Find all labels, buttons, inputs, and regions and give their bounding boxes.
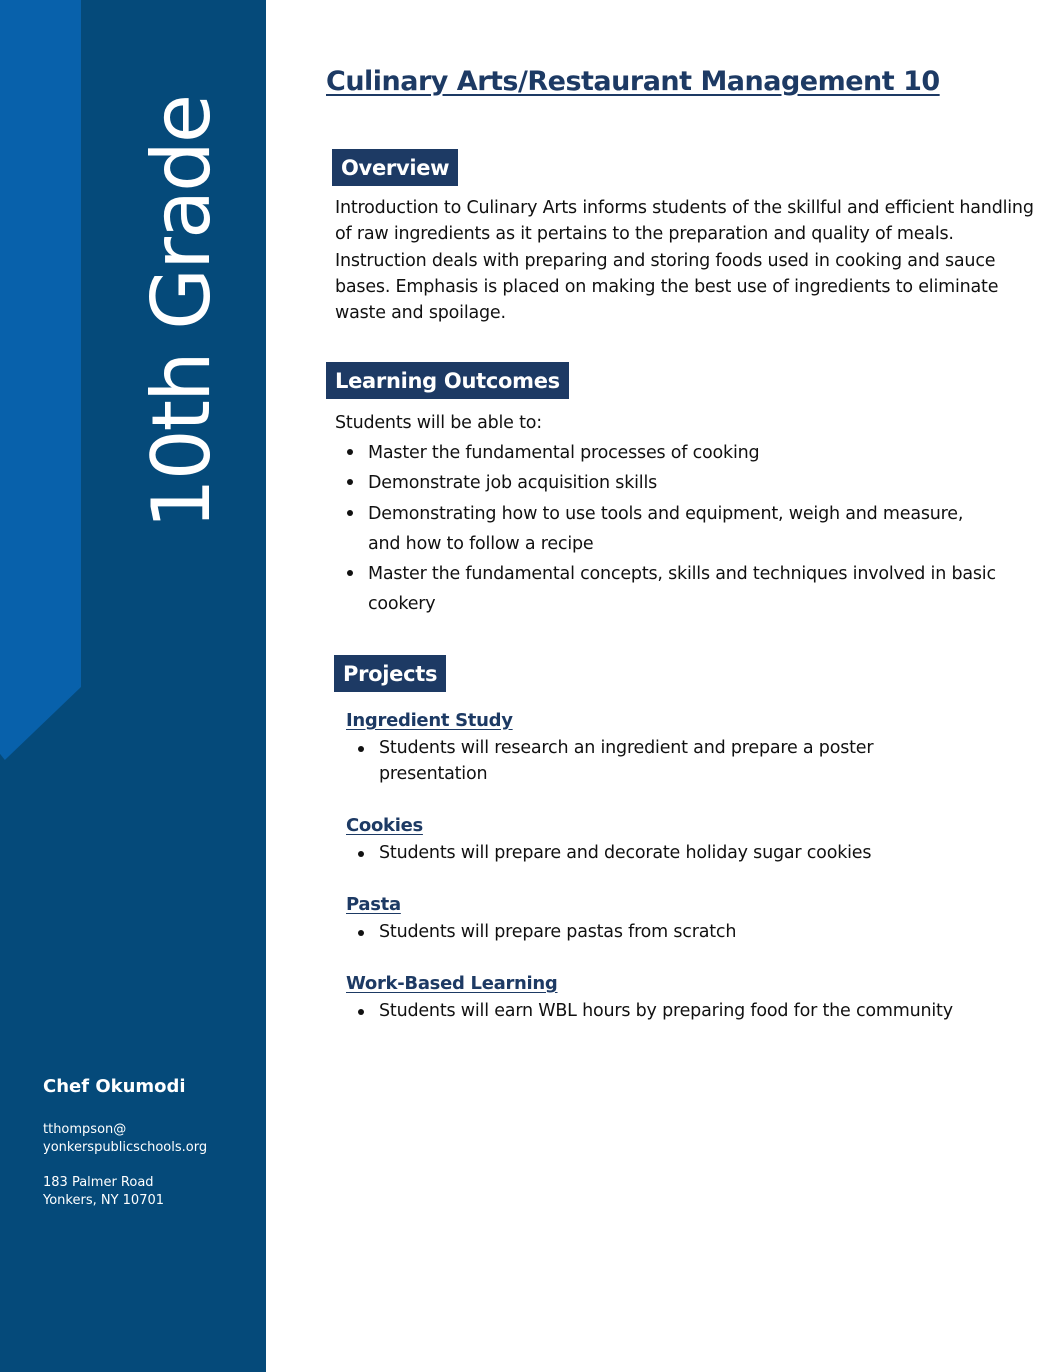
overview-heading: Overview (332, 149, 458, 186)
contact-block (43, 1076, 258, 1210)
list-item: Students will prepare pastas from scratch (346, 919, 1046, 945)
outcomes-intro: Students will be able to: (335, 413, 542, 433)
list-item: Students will research an ingredient and prepare a poster presentation (346, 735, 956, 787)
project-list (346, 840, 1046, 866)
list-item: Master the fundamental concepts, skills and techniques involved in basic cookery (335, 559, 1000, 619)
project-title: Cookies (346, 815, 423, 836)
sidebar (0, 0, 266, 1372)
project-title: Ingredient Study (346, 710, 513, 731)
contact-address-line-1: 183 Palmer Road (43, 1175, 154, 1190)
list-item: Students will earn WBL hours by preparing food for the community (346, 998, 1051, 1024)
outcomes-list (335, 438, 1025, 619)
list-item: Master the fundamental processes of cooking (335, 438, 1025, 468)
list-item: Demonstrating how to use tools and equipment, weigh and measure, and how to follow a recipe (335, 499, 965, 559)
project-title: Work-Based Learning (346, 973, 558, 994)
project-list (346, 735, 956, 787)
grade-label: 10th Grade (135, 95, 228, 530)
page-title: Culinary Arts/Restaurant Management 10 (326, 66, 940, 97)
contact-email-line-1: tthompson@ (43, 1122, 127, 1137)
project-list (346, 998, 1051, 1024)
contact-email-line-2: yonkerspublicschools.org (43, 1140, 208, 1155)
outcomes-heading: Learning Outcomes (326, 362, 569, 399)
project-list (346, 919, 1046, 945)
outcomes-section (335, 408, 1025, 619)
project-title: Pasta (346, 894, 401, 915)
contact-name: Chef Okumodi (43, 1076, 186, 1097)
grade-banner (132, 90, 232, 535)
projects-heading: Projects (334, 655, 446, 692)
contact-address-line-2: Yonkers, NY 10701 (43, 1193, 165, 1208)
list-item: Demonstrate job acquisition skills (335, 468, 1025, 498)
list-item: Students will prepare and decorate holiday sugar cookies (346, 840, 1046, 866)
sidebar-ribbon (0, 0, 81, 760)
overview-text: Introduction to Culinary Arts informs students of the skillful and efficient handling of raw ingredients as it pertains to the preparation and quality of meals. Instruction deals with preparing and storing foods used in cooking and sauce bases. Emphasis is placed on making the best use of ingredients to eliminate waste and spoilage. (335, 198, 1034, 324)
